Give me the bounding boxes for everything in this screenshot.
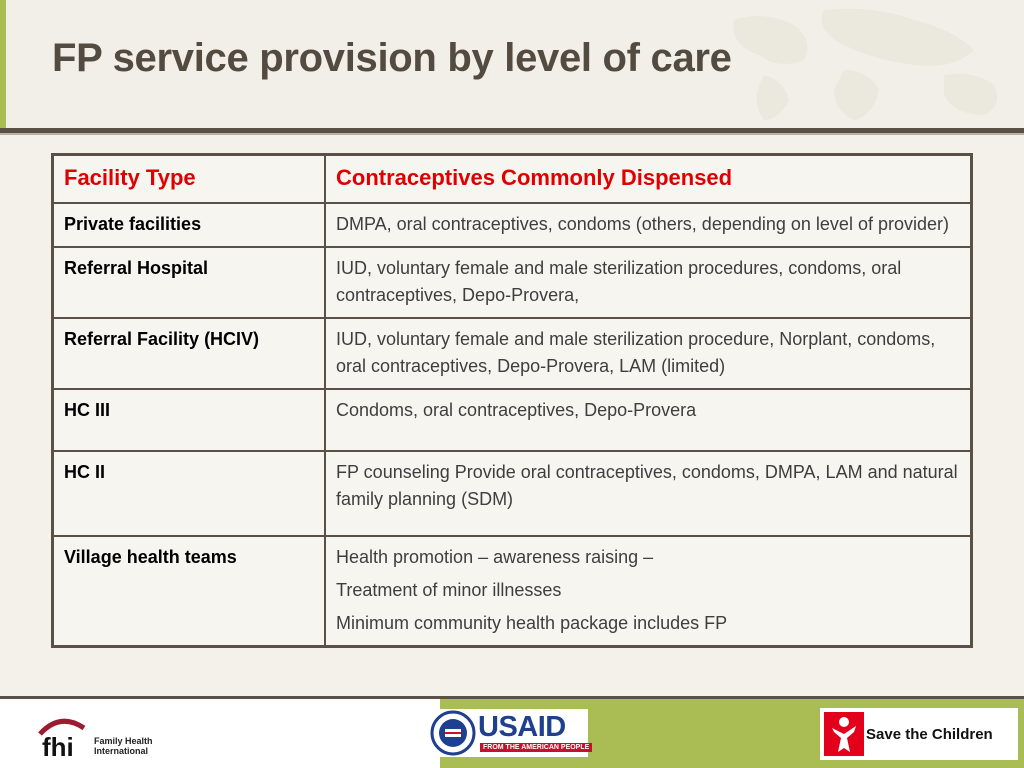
contraceptives-text: Condoms, oral contraceptives, Depo-Provera — [336, 400, 697, 420]
slide-title: FP service provision by level of care — [52, 36, 732, 80]
svg-text:fhi: fhi — [42, 732, 74, 760]
table-header-row — [53, 155, 972, 204]
contraceptives-text: IUD, voluntary female and male sterilization procedure, Norplant, condoms, oral contraceptives, Depo-Provera, LAM (limited) — [336, 329, 936, 376]
accent-bar — [0, 0, 6, 130]
facility-type-cell: Private facilities — [53, 203, 326, 247]
fhi-name-line1: Family Health — [94, 736, 153, 746]
usaid-seal-icon — [430, 710, 476, 756]
save-the-children-name: Save the Children — [866, 726, 993, 743]
fhi-name-line2: International — [94, 746, 149, 756]
usaid-logo — [428, 709, 588, 757]
fhi-logo — [36, 714, 166, 760]
table-row — [53, 536, 972, 647]
facility-type-cell: Village health teams — [53, 536, 326, 647]
contraceptives-text: Health promotion – awareness raising – — [336, 547, 654, 567]
contraceptives-text: FP counseling Provide oral contraceptives, condoms, DMPA, LAM and natural family planning (SDM) — [336, 462, 958, 509]
header-facility-type: Facility Type — [53, 155, 326, 204]
contraceptives-text: DMPA, oral contraceptives, condoms (others, depending on level of provider) — [336, 214, 949, 234]
table-row — [53, 247, 972, 318]
world-map-decoration — [694, 0, 1024, 130]
contraceptives-cell — [325, 536, 972, 647]
contraceptives-cell — [325, 203, 972, 247]
facility-table — [51, 153, 973, 648]
contraceptives-text: Minimum community health package includes FP — [336, 613, 728, 633]
facility-type-cell: HC II — [53, 451, 326, 536]
header-contraceptives: Contraceptives Commonly Dispensed — [325, 155, 972, 204]
fhi-arc-icon — [36, 714, 96, 760]
contraceptives-cell — [325, 318, 972, 389]
facility-type-cell: HC III — [53, 389, 326, 451]
table-row — [53, 451, 972, 536]
contraceptives-cell — [325, 451, 972, 536]
facility-type-cell: Referral Facility (HCIV) — [53, 318, 326, 389]
contraceptives-text: IUD, voluntary female and male sterilization procedures, condoms, oral contraceptives, Depo-Provera, — [336, 258, 902, 305]
save-the-children-logo — [820, 708, 1018, 760]
contraceptives-cell — [325, 247, 972, 318]
fhi-name — [94, 736, 153, 756]
contraceptives-text: Treatment of minor illnesses — [336, 580, 562, 600]
table-row — [53, 389, 972, 451]
table-row — [53, 318, 972, 389]
slide-header — [0, 0, 1024, 130]
facility-type-cell: Referral Hospital — [53, 247, 326, 318]
usaid-wordmark: USAID — [478, 711, 566, 743]
table-row — [53, 203, 972, 247]
header-divider-thin — [0, 133, 1024, 135]
child-figure-icon — [824, 712, 864, 756]
usaid-tagline: FROM THE AMERICAN PEOPLE — [480, 743, 592, 752]
contraceptives-cell — [325, 389, 972, 451]
